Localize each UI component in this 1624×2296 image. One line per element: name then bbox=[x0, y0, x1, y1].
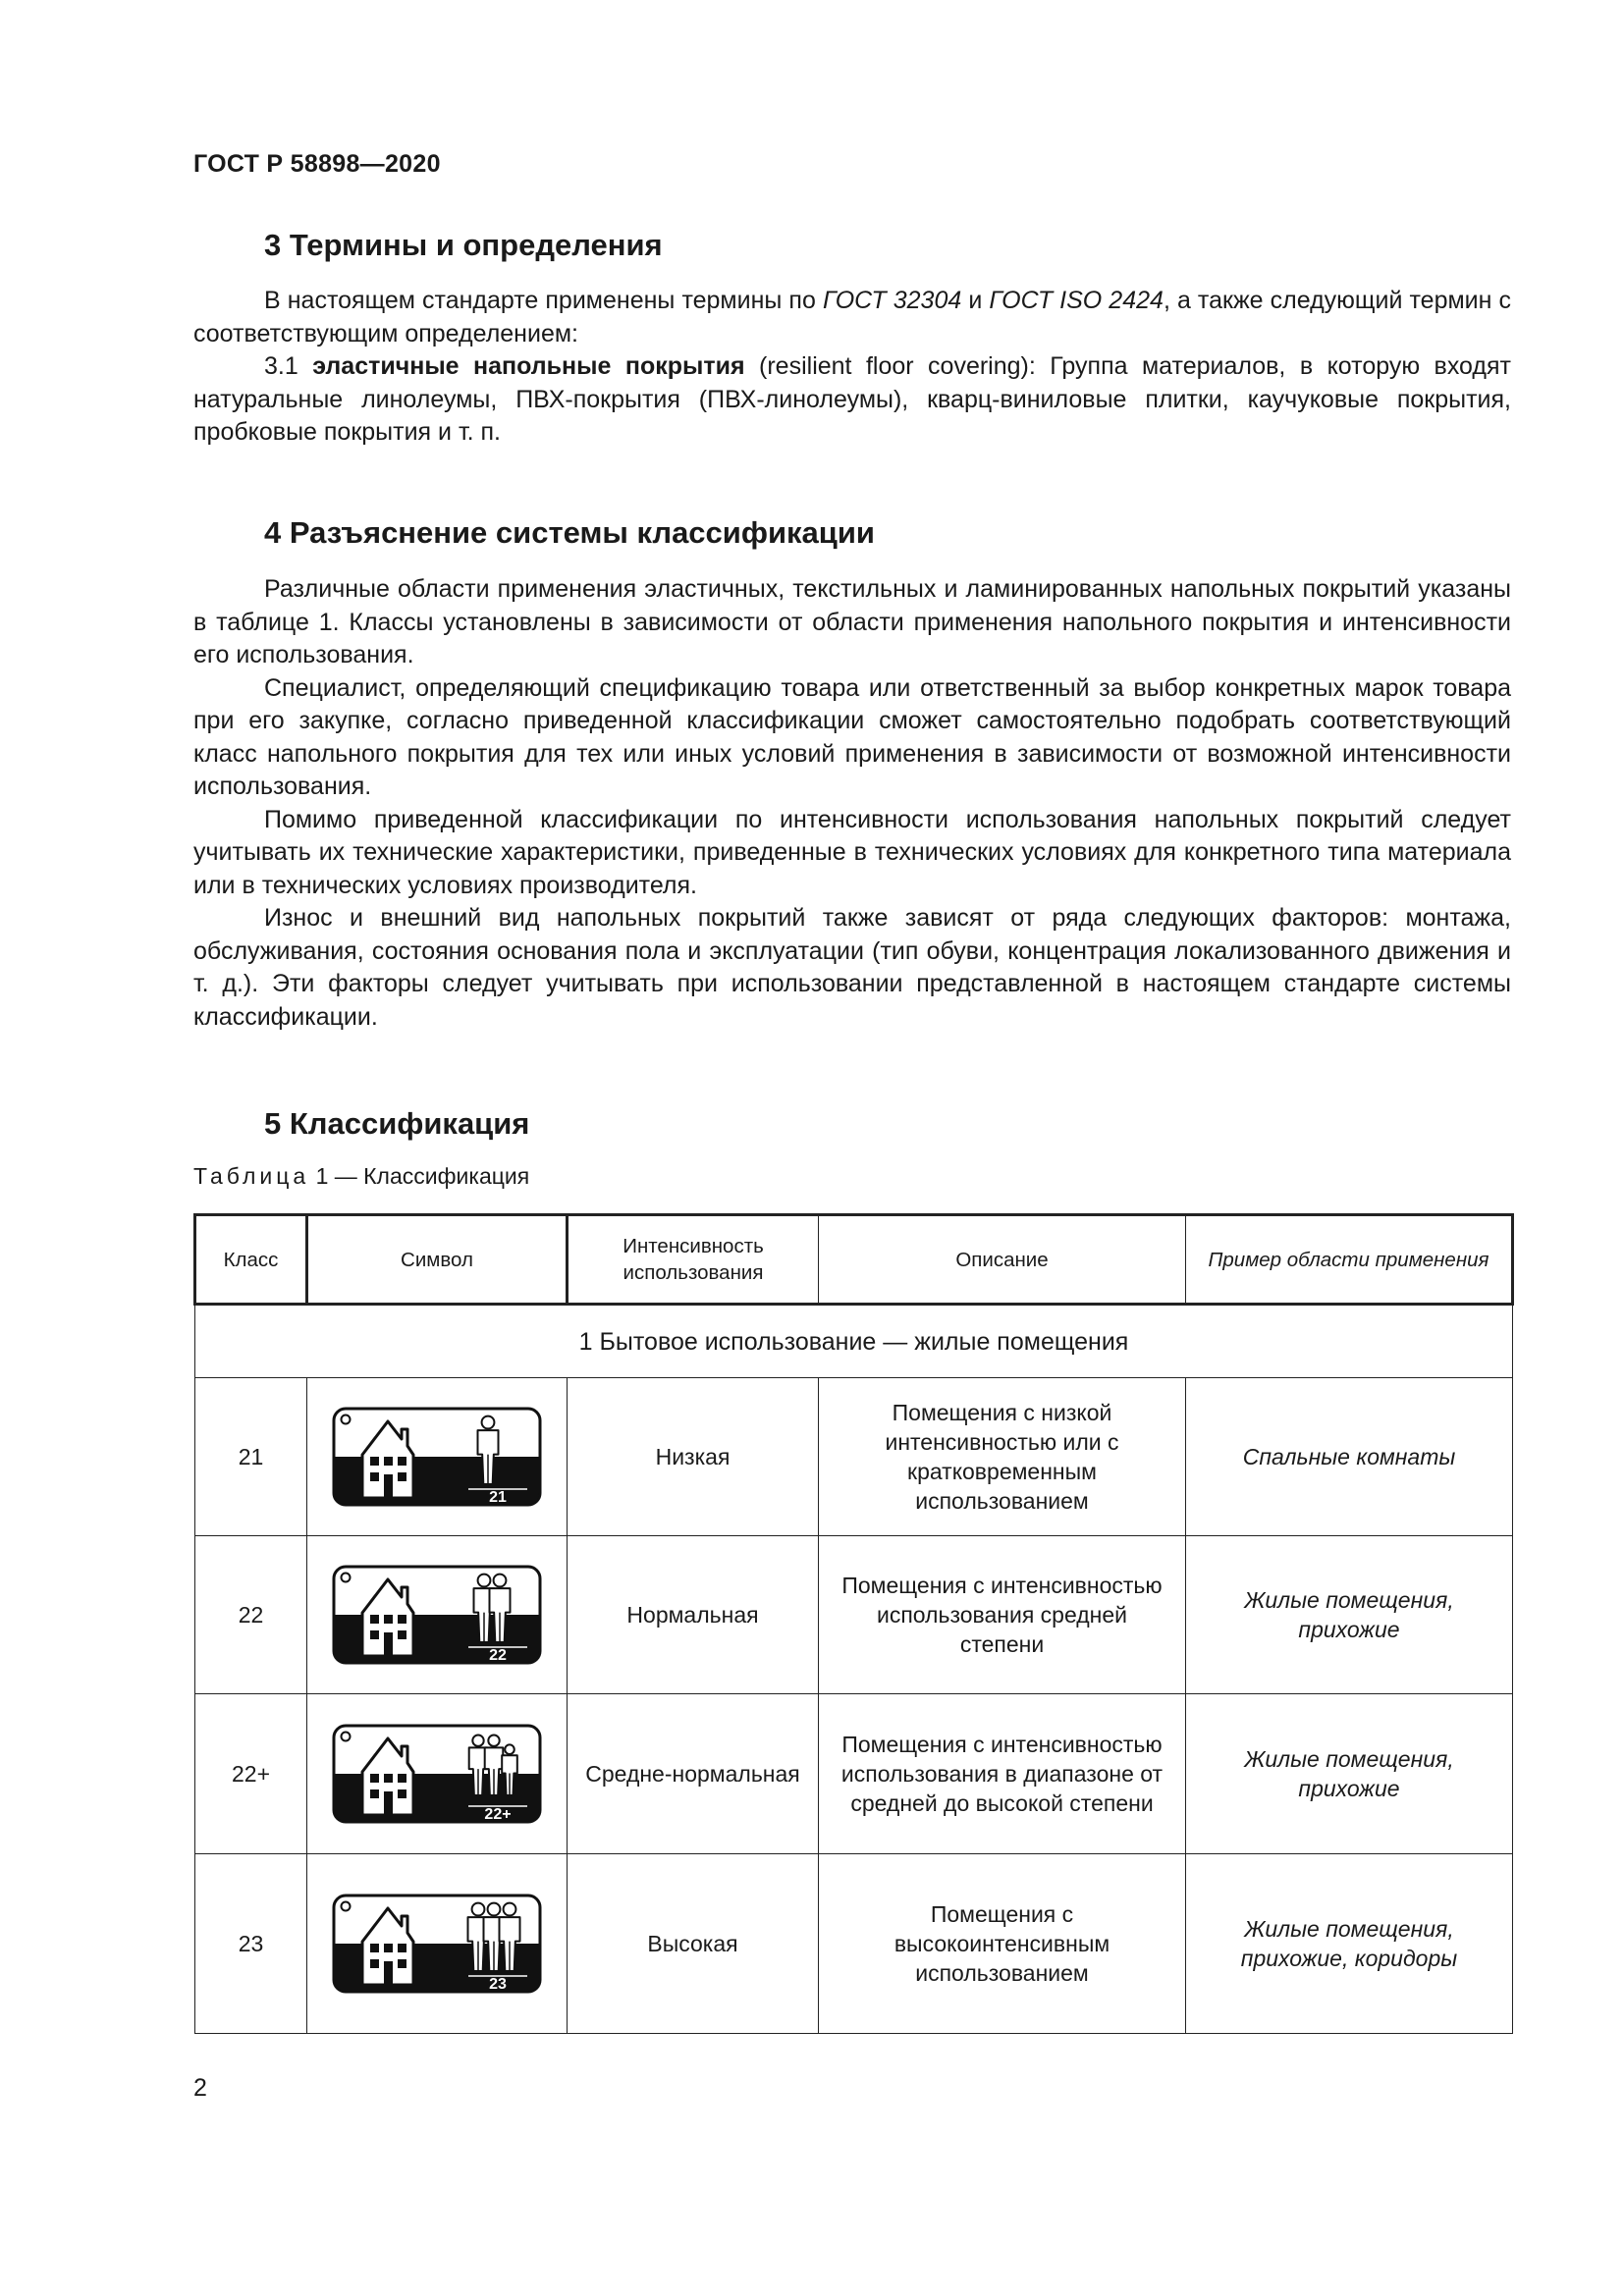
section-4-paragraph-2: Специалист, определяющий спецификацию товара или ответственный за выбор конкретных марок товара при его закупке, согласно приведенной классификации сможет самостоятельно подобрать соответствующий класс напольного покрытия для тех или иных условий применения в зависимости от возможной интенсивности использования. bbox=[193, 673, 1511, 800]
cell-description: Помещения с низкой интенсивностью или с кратковременным использованием bbox=[819, 1378, 1186, 1536]
cell-example: Жилые помещения, прихожие bbox=[1186, 1536, 1513, 1694]
table-row bbox=[195, 1694, 1513, 1854]
house-class-21-icon bbox=[331, 1406, 543, 1508]
section-row-household: 1 Бытовое использование — жилые помещения bbox=[195, 1305, 1513, 1378]
cell-class: 22+ bbox=[195, 1694, 307, 1854]
section-3-body bbox=[193, 285, 1511, 450]
table-caption: Таблица 1 — Классификация bbox=[193, 1163, 530, 1189]
section-5-title: 5 Классификация bbox=[264, 1106, 530, 1141]
cell-description: Помещения с интенсивностью использования в диапазоне от средней до высокой степени bbox=[819, 1694, 1186, 1854]
cell-description: Помещения с высокоинтенсивным использованием bbox=[819, 1854, 1186, 2034]
cell-symbol bbox=[307, 1854, 568, 2034]
symbol-label: 22 bbox=[489, 1647, 507, 1664]
document-code: ГОСТ Р 58898—2020 bbox=[193, 150, 441, 178]
cell-class: 21 bbox=[195, 1378, 307, 1536]
term-3-1: 3.1 эластичные напольные покрытия (resilient floor covering): Группа материалов, в которую входят натуральные линолеумы, ПВХ-покрытия (ПВХ-линолеумы), кварц-виниловые плитки, каучуковые покрытия, пробковые покрытия и т. п. bbox=[193, 352, 1511, 446]
symbol-label: 21 bbox=[489, 1489, 507, 1506]
house-class-22-icon bbox=[331, 1564, 543, 1666]
symbol-label: 22+ bbox=[484, 1806, 512, 1823]
cell-class: 22 bbox=[195, 1536, 307, 1694]
cell-intensity: Высокая bbox=[568, 1854, 819, 2034]
cell-symbol bbox=[307, 1378, 568, 1536]
ref-gost-32304: ГОСТ 32304 bbox=[822, 287, 962, 314]
table-row bbox=[195, 1378, 1513, 1536]
page-number: 2 bbox=[193, 2074, 207, 2102]
section-3-paragraph-1: В настоящем стандарте применены термины по ГОСТ 32304 и ГОСТ ISO 2424, а также следующий термин с соответствующим определением: bbox=[193, 287, 1512, 347]
cell-example: Жилые помещения, прихожие, коридоры bbox=[1186, 1854, 1513, 2034]
cell-example: Спальные комнаты bbox=[1186, 1378, 1513, 1536]
cell-description: Помещения с интенсивностью использования средней степени bbox=[819, 1536, 1186, 1694]
table-row bbox=[195, 1854, 1513, 2034]
cell-intensity: Низкая bbox=[568, 1378, 819, 1536]
ref-gost-iso-2424: ГОСТ ISO 2424 bbox=[989, 287, 1164, 314]
header-intensity: Интенсивность использования bbox=[568, 1215, 819, 1305]
header-class: Класс bbox=[195, 1215, 307, 1305]
cell-example: Жилые помещения, прихожие bbox=[1186, 1694, 1513, 1854]
term-name: эластичные напольные покрытия bbox=[312, 352, 745, 380]
people-figures bbox=[469, 1735, 517, 1795]
header-symbol: Символ bbox=[307, 1215, 568, 1305]
section-4-paragraph-1: Различные области применения эластичных, текстильных и ламинированных напольных покрытий указаны в таблице 1. Классы установлены в зависимости от области применения напольного покрытия и интенсивности его использования. bbox=[193, 575, 1511, 668]
symbol-label: 23 bbox=[489, 1976, 507, 1993]
section-4-body bbox=[193, 573, 1511, 1034]
cell-intensity: Нормальная bbox=[568, 1536, 819, 1694]
cell-class: 23 bbox=[195, 1854, 307, 2034]
section-4-paragraph-3: Помимо приведенной классификации по интенсивности использования напольных покрытий следует учитывать их технические характеристики, приведенные в технических условиях для конкретного типа материала или в технических условиях производителя. bbox=[193, 805, 1511, 899]
section-3-title: 3 Термины и определения bbox=[264, 228, 663, 262]
table-row bbox=[195, 1536, 1513, 1694]
cell-symbol bbox=[307, 1694, 568, 1854]
cell-symbol bbox=[307, 1536, 568, 1694]
header-description: Описание bbox=[819, 1215, 1186, 1305]
section-4-title: 4 Разъяснение системы классификации bbox=[264, 515, 875, 550]
section-4-paragraph-4: Износ и внешний вид напольных покрытий также зависят от ряда следующих факторов: монтажа, обслуживания, состояния основания пола и эксплуатации (тип обуви, концентрация локализованного движения и т. д.). Эти факторы следует учитывать при использовании представленной в настоящем стандарте системы классификации. bbox=[193, 904, 1511, 1031]
house-class-22plus-icon bbox=[331, 1723, 543, 1825]
header-example: Пример области применения bbox=[1186, 1215, 1513, 1305]
classification-table bbox=[193, 1213, 1514, 2034]
house-class-23-icon bbox=[331, 1893, 543, 1995]
cell-intensity: Средне-нормальная bbox=[568, 1694, 819, 1854]
people-figures bbox=[468, 1903, 520, 1971]
